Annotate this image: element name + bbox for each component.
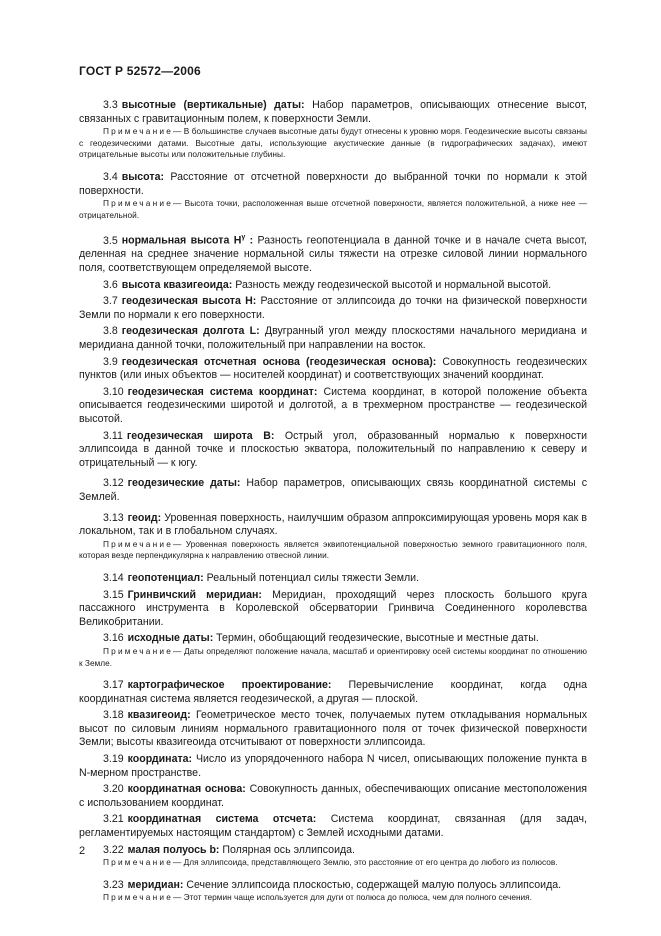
definition-text: Сечение эллипсоида плоскостью, содержащей малую полуось эллипсоида. — [183, 878, 562, 891]
note-text: — Уровенная поверхность является эквипотенциальной поверхностью земного гравитационного поля, которая везде перпендикулярна к направлению отвесной линии. — [79, 538, 587, 561]
term-definition — [79, 99, 587, 126]
note-paragraph — [79, 646, 587, 669]
term-name: геодезическая отсчетная основа (геодезическая основа): — [121, 355, 437, 368]
definition-text: Набор параметров, описывающих связь координатной системы с Землей. — [79, 477, 587, 503]
term-definition — [79, 231, 587, 275]
note-label: Примечание — [103, 126, 174, 137]
definition-text: Разность между геодезической высотой и нормальной высотой. — [232, 278, 552, 291]
term-definition — [79, 783, 587, 810]
note-text: — В большинстве случаев высотные даты будут отнесены к уровню моря. Геодезические высоты связаны с геодезическими датами. Высотные даты, использующие акустические данные (в гидрографических задачах), имеют отрицательные высоты или положительные глубины. — [79, 126, 587, 160]
term-definition — [79, 679, 587, 706]
term-definition — [79, 753, 587, 780]
term-name: геопотенциал: — [127, 571, 204, 584]
term-definition — [79, 844, 587, 858]
term-name: координата: — [127, 753, 193, 766]
term-name: геодезическая долгота L: — [121, 325, 260, 338]
definition-text: Расстояние от отсчетной поверхности до выбранной точки по нормали к этой поверхности. — [79, 170, 587, 197]
term-number: 3.23 — [103, 878, 124, 891]
term-name: нормальная высота H — [121, 234, 242, 247]
term-name: геодезические даты: — [127, 477, 241, 490]
term-number: 3.14 — [103, 571, 124, 584]
term-name: квазигеоид: — [127, 709, 191, 722]
definition-text: Разность геопотенциала в данной точке и в начале счета высот, деленная на среднее значение нормальной силы тяжести на отрезке силовой линии нормального поля, соответствующем определяемой высоте. — [79, 234, 587, 275]
definition-text: Набор параметров, описывающих отнесение высот, связанных с гравитационным полем, к поверхности Земли. — [79, 99, 587, 125]
term-name: геодезическая широта B: — [126, 429, 275, 442]
term-name: геодезическая система координат: — [127, 385, 318, 398]
term-definition — [79, 879, 587, 893]
term-number: 3.4 — [103, 170, 118, 183]
note-label: Примечание — [103, 538, 174, 549]
definition-text: Совокупность геодезических пунктов (или иных объектов — носителей координат) и соответствующих значений координат. — [79, 355, 588, 382]
definition-text: Уровенная поверхность, наилучшим образом аппроксимирующая уровень моря как в локальном, так и в глобальном случаях. — [79, 511, 587, 538]
note-label: Примечание — [103, 645, 174, 656]
term-name: координатная основа: — [127, 783, 246, 796]
term-name-suffix: : — [245, 234, 254, 247]
definition-text: Система координат, в которой положение объекта описывается геодезическими широтой и долготой, а в трехмерном пространстве — геодезической высотой. — [79, 385, 587, 425]
definition-text: Перевычисление координат, когда одна координатная система является геодезической, а другая — плоской. — [79, 679, 587, 705]
term-name: координатная система отсчета: — [127, 813, 317, 826]
page-number: 2 — [79, 845, 86, 857]
definition-text: Число из упорядоченного набора N чисел, описывающих положение пункта в N-мерном пространстве. — [79, 753, 587, 779]
note-label: Примечание — [103, 892, 174, 903]
term-number: 3.9 — [103, 355, 118, 368]
definition-text: Двугранный угол между плоскостями начального меридиана и меридиана данной точки, положительный при направлении на восток. — [79, 325, 587, 352]
note-text: — Для эллипсоида, представляющего Землю, это расстояние от его центра до любого из полюсов. — [173, 857, 558, 868]
term-number: 3.13 — [103, 511, 124, 524]
term-number: 3.8 — [103, 325, 118, 338]
term-number: 3.15 — [103, 588, 124, 601]
term-definition — [79, 632, 587, 646]
term-definition — [79, 325, 587, 352]
definition-text: Геометрическое место точек, получаемых путем откладывания нормальных высот по силовым линиям нормального гравитационного поля от точек физической поверхности Земли; высоты квазигеоида отсчитывают от поверхности эллипсоида. — [79, 709, 587, 749]
definition-text: Меридиан, проходящий через плоскость большого круга пассажного инструмента в Королевской обсерватории Гринвича Соединенного королевства Великобритании. — [79, 588, 587, 628]
definition-text: Реальный потенциал силы тяжести Земли. — [203, 571, 420, 584]
note-paragraph — [79, 198, 587, 221]
definition-text: Полярная ось эллипсоида. — [219, 843, 355, 856]
term-number: 3.6 — [103, 278, 118, 291]
term-number: 3.11 — [103, 429, 123, 442]
term-number: 3.22 — [103, 843, 124, 856]
term-definition — [79, 709, 587, 750]
term-name: исходные даты: — [127, 632, 214, 645]
definition-text: Расстояние от эллипсоида до точки на физической поверхности Земли по нормали к его поверхности. — [79, 295, 587, 321]
note-text: — Этот термин чаще используется для дуги от полюса до полюса, чем для полного сечения. — [173, 892, 532, 903]
term-number: 3.10 — [103, 385, 124, 398]
term-name: малая полуось b: — [127, 843, 220, 856]
term-name: геоид: — [127, 511, 162, 524]
term-number: 3.7 — [103, 295, 118, 308]
term-number: 3.18 — [103, 709, 124, 722]
term-number: 3.20 — [103, 783, 124, 796]
document-body — [79, 92, 587, 904]
term-definition — [79, 813, 587, 840]
definition-text: Острый угол, образованный нормалью к поверхности эллипсоида в данной точке и плоскостью экватора, положительный по направлению к северу и отрицательный — к югу. — [79, 429, 587, 469]
term-definition — [79, 356, 587, 383]
term-definition — [79, 279, 587, 293]
note-paragraph — [79, 539, 587, 562]
definition-text: Термин, обобщающий геодезические, высотные и местные даты. — [213, 632, 539, 645]
term-number: 3.16 — [103, 632, 124, 645]
term-number: 3.3 — [103, 99, 118, 111]
term-number: 3.5 — [103, 234, 118, 247]
term-definition — [79, 572, 587, 586]
note-paragraph — [79, 857, 587, 869]
term-name: картографическое проектирование: — [127, 679, 332, 692]
note-label: Примечание — [103, 198, 174, 209]
term-superscript: γ — [241, 234, 246, 242]
term-name: высота квазигеоида: — [121, 278, 233, 291]
term-definition — [79, 386, 587, 427]
note-text: — Высота точки, расположенная выше отсчетной поверхности, является положительной, а ниже нее — отрицательной. — [79, 198, 587, 220]
term-name: высотные (вертикальные) даты: — [121, 99, 305, 111]
term-number: 3.21 — [103, 813, 124, 826]
note-paragraph — [79, 892, 587, 904]
definition-text: Система координат, связанная (для задач, регламентируемых настоящим стандартом) с Землей исходными датами. — [79, 813, 587, 840]
term-definition — [79, 512, 587, 539]
term-definition — [79, 295, 587, 322]
definition-text: Совокупность данных, обеспечивающих описание местоположения с использованием координат. — [79, 783, 588, 809]
term-definition — [79, 477, 587, 504]
term-number: 3.12 — [103, 477, 124, 490]
note-paragraph — [79, 126, 587, 161]
term-name: меридиан: — [127, 878, 184, 891]
term-definition — [79, 589, 587, 630]
term-name: геодезическая высота H: — [121, 295, 257, 308]
term-definition — [79, 430, 587, 471]
term-definition — [79, 171, 587, 198]
page-header: ГОСТ Р 52572—2006 — [79, 64, 201, 78]
term-name: высота: — [121, 170, 165, 183]
term-number: 3.19 — [103, 753, 124, 766]
note-label: Примечание — [103, 857, 174, 868]
term-name: Гринвичский меридиан: — [127, 588, 262, 601]
note-text: — Даты определяют положение начала, масштаб и ориентировку осей системы координат по отношению к Земле. — [79, 645, 587, 668]
term-number: 3.17 — [103, 679, 124, 692]
